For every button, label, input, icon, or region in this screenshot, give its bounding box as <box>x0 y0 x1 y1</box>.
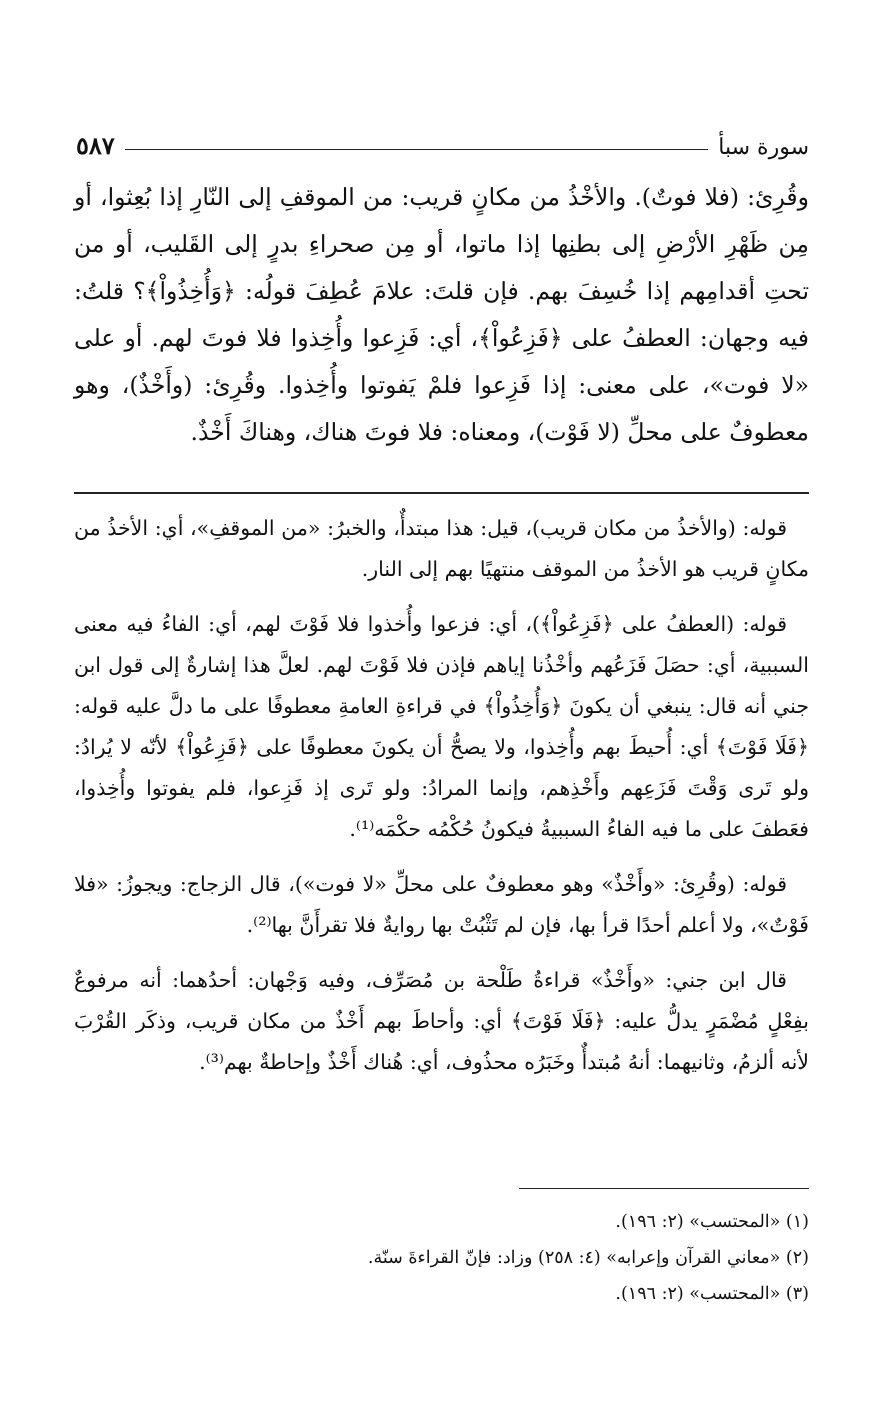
page-number: ٥٨٧ <box>76 131 115 160</box>
commentary <box>74 508 809 1097</box>
footnote: (٣) «المحتسب» (٢: ١٩٦). <box>615 1284 809 1304</box>
commentary-paragraph: قوله: (العطفُ على ﴿فَزِعُواْ﴾)، أي: فزعوا وأُخذوا فلا فَوْتَ لهم، أي: الفاءُ فيه معنى السببية، أي: حصَلَ فَزَعُهم وأخْذُنا إياهم فإذن فلا فَوْتَ لهم. لعلَّ هذا إشارةٌ إلى قول ابن جني أنه قال: ينبغي أن يكونَ ﴿وَأُخِذُواْ﴾ في قراءةِ العامةِ معطوفًا على ما دلَّ عليه قوله: ﴿فَلَا فَوْتَ﴾ أي: أُحيطَ بهم وأُخِذوا، ولا يصحُّ أن يكونَ معطوفًا على ﴿فَزِعُواْ﴾ لأنّه لا يُرادُ: ولو تَرى وَقْتَ فَزَعِهم وأَخْذِهم، وإنما المرادُ: ولو تَرى إذ فَزِعوا، فلم يفوتوا وأُخِذوا، فعَطفَ على ما فيه الفاءُ السببيةُ فيكونُ حُكْمُه حكْمَه⁽¹⁾. <box>74 612 809 841</box>
commentary-paragraph: قال ابن جني: «وأَخْذٌ» قراءةُ طَلْحة بن مُصَرِّف، وفيه وَجْهان: أحدُهما: أنه مرفوعٌ بفِعْلٍ مُضْمَرٍ يدلُّ عليه: ﴿فَلَا فَوْتَ﴾ أي: وأحاطَ بهم أَخْذٌ من مكان قريب، وذكَر القُرْبَ لأنه ألزمُ، وثانيهما: أنهُ مُبتدأٌ وخَبَرُه محذُوف، أي: هُناك أَخْذٌ وإحاطةٌ بهم⁽³⁾. <box>74 968 809 1074</box>
footnote-divider <box>519 1188 809 1189</box>
main-paragraph: وقُرِئ: (فلا فوتٌ). والأخْذُ من مكانٍ قريب: من الموقفِ إلى النّارِ إذا بُعِثوا، أو مِن ظَهْرِ الأرْضِ إلى بطنِها إذا ماتوا، أو مِن صحراءِ بدرٍ إلى القَليب، أو من تحتِ أقدامِهم إذا خُسِفَ بهم. فإن قلتَ: علامَ عُطِفَ قولُه: ﴿وَأُخِذُواْ﴾؟ قلتُ: فيه وجهان: العطفُ على ﴿فَزِعُواْ﴾، أي: فَزِعوا وأُخِذوا فلا فوتَ لهم. أو على «لا فوت»، على معنى: إذا فَزِعوا فلمْ يَفوتوا وأُخِذوا. وقُرِئ: (وأَخْذٌ)، وهو معطوفٌ على محلِّ (لا فَوْت)، ومعناه: فلا فوتَ هناك، وهناكَ أَخْذٌ. <box>74 183 809 446</box>
footnote: (١) «المحتسب» (٢: ١٩٦). <box>615 1212 809 1232</box>
footnote: (٢) «معاني القرآن وإعرابه» (٤: ٢٥٨) وزاد: فإنّ القراءةَ سنّة. <box>367 1248 809 1268</box>
surah-title: سورة سبأ <box>718 135 809 160</box>
page-header <box>76 116 809 160</box>
main-text <box>74 174 809 456</box>
footnotes <box>76 1204 809 1312</box>
header-rule <box>125 149 709 150</box>
section-divider <box>74 492 809 494</box>
commentary-paragraph: قوله: (وقُرِئ: «وأَخْذٌ» وهو معطوفٌ على محلِّ «لا فوت»)، قال الزجاج: ويجوزُ: «فلا فَوْتٌ»، ولا أعلم أحدًا قرأ بها، فإن لم تَثْبُتْ بها روايةٌ فلا تقرأَنَّ بها⁽²⁾. <box>74 872 809 937</box>
commentary-paragraph: قوله: (والأخذُ من مكان قريب)، قيل: هذا مبتدأٌ، والخبرُ: «من الموقفِ»، أي: الأخذُ من مكانٍ قريب هو الأخذُ من الموقف منتهيًا بهم إلى النار. <box>74 516 809 581</box>
